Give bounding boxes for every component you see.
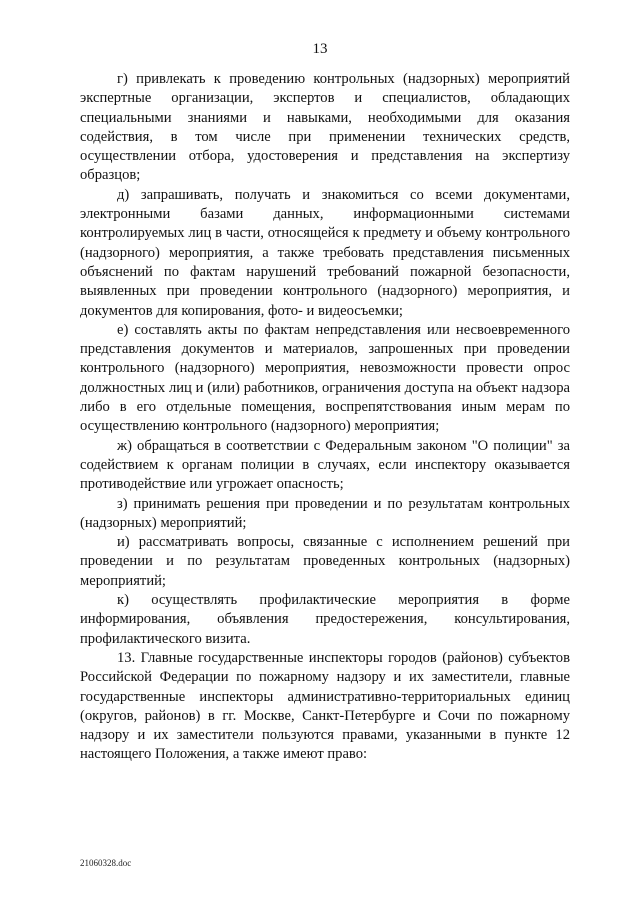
paragraph-d: д) запрашивать, получать и знакомиться со всеми документами, электронными базами данных, информационными системами контролируемых лиц в части, относящейся к предмету и объему контрольного (надзорного) мероприятия, а также требовать представления письменных объяснений по фактам нарушений требований пожарной безопасности, выявленных при проведении контрольного (надзорного) мероприятия, и документов для копирования, фото- и видеосъемки; — [80, 186, 570, 319]
paragraph-z: з) принимать решения при проведении и по результатам контрольных (надзорных) мероприятий; — [80, 495, 570, 531]
paragraph-13: 13. Главные государственные инспекторы городов (районов) субъектов Российской Федерации по пожарному надзору и их заместители, главные государственные инспекторы административно-территориальных единиц (округов, районов) в гг. Москве, Санкт-Петербурге и Сочи по пожарному надзору и их заместители пользуются правами, указанными в пункте 12 настоящего Положения, а также имеют право: — [80, 649, 570, 763]
page-number: 13 — [312, 41, 328, 57]
paragraph-g: г) привлекать к проведению контрольных (надзорных) мероприятий экспертные организации, экспертов и специалистов, обладающих специальными знаниями и навыками, необходимыми для оказания содействия, в том числе при применении технических средств, осуществлении отбора, удостоверения и представления на экспертизу образцов; — [80, 71, 570, 184]
document-body — [80, 70, 570, 765]
footer-file-code: 21060328.doc — [80, 858, 132, 868]
paragraph-k: к) осуществлять профилактические мероприятия в форме информирования, объявления предостережения, консультирования, профилактического визита. — [80, 592, 570, 647]
paragraph-e: е) составлять акты по фактам непредставления или несвоевременного представления документов и материалов, запрошенных при проведении контрольного (надзорного) мероприятия, невозможности провести опрос должностных лиц и (или) работников, ограничения доступа на объект надзора либо в его отдельные помещения, воспрепятствования иным мерам по осуществлению контрольного (надзорного) мероприятия; — [80, 321, 570, 435]
paragraph-zh: ж) обращаться в соответствии с Федеральным законом "О полиции" за содействием к органам полиции в случаях, если инспектору оказывается противодействие или угрожает опасность; — [80, 437, 570, 493]
paragraph-i: и) рассматривать вопросы, связанные с исполнением решений при проведении и по результатам проведенных контрольных (надзорных) мероприятий; — [80, 534, 570, 589]
